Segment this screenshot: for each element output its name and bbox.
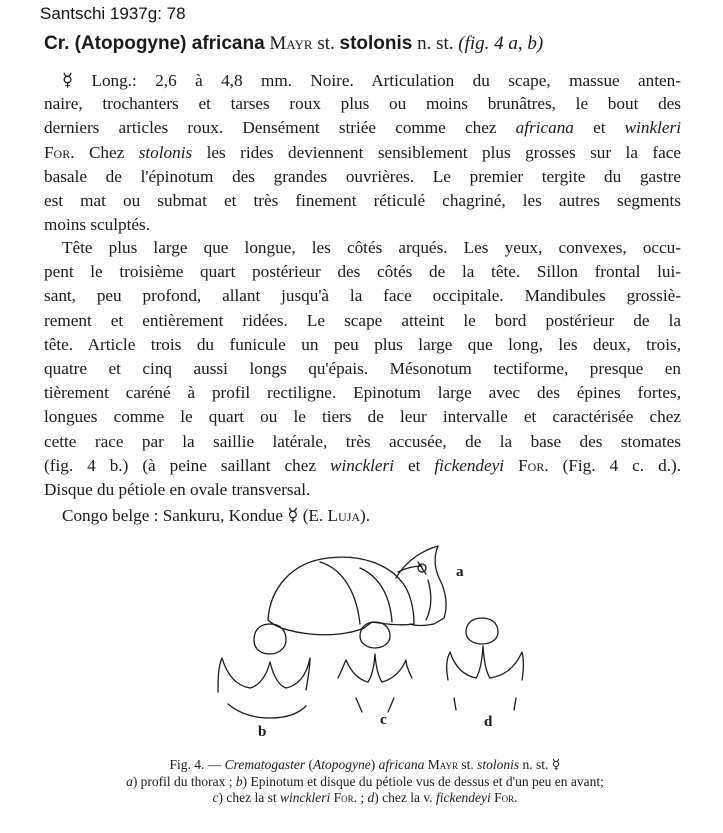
p2-line-10a: (fig. 4 b.) (à peine saillant chez: [44, 455, 331, 475]
caption-b-label: b: [235, 773, 243, 789]
locality-collector-close: ).: [360, 506, 371, 525]
heading-genus: Cr. (Atopogyne) africana: [44, 33, 265, 54]
p2-line-3: sant, peu profond, allant jusqu'à la face occipitale. Mandibules grossiè-: [44, 286, 681, 306]
p1-line-3c: et: [573, 118, 625, 138]
caption-paren-close: ): [370, 757, 379, 772]
p2-line-5: tête. Article trois du funicule un peu plus large que long, les deux, trois,: [44, 334, 681, 354]
caption-author: Mayr: [424, 757, 458, 772]
p2-species-fickendeyi: fickendeyi: [434, 455, 505, 475]
heading-taxon: stolonis: [339, 33, 413, 54]
locality-text: Congo belge : Sankuru, Kondue: [62, 506, 288, 525]
p2-line-2: pent le troisième quart postérieur des côtés de la tête. Sillon frontal lui-: [44, 262, 681, 282]
p2-line-6: quatre et cinq aussi longs qu'épais. Mésonotum tectiforme, presque en: [44, 358, 681, 378]
p1-line-7: moins sculptés.: [44, 215, 150, 235]
locality-collector-open: (E.: [298, 506, 328, 525]
p1-line-6: est mat ou submat et très finement réticulé chagriné, les autres segments: [44, 190, 681, 210]
p1-line-4b: . Chez: [70, 142, 139, 162]
caption-c-author: For: [330, 790, 354, 805]
worker-symbol-2: ☿: [287, 505, 299, 525]
p2-line-1: Tête plus large que longue, les côtés arqués. Les yeux, convexes, occu-: [62, 238, 681, 257]
p2-line-10c: et: [394, 455, 435, 475]
paragraph-locality: [44, 503, 681, 527]
fig-b-epinotum: [218, 624, 310, 718]
fig-d-fickendeyi: [447, 618, 524, 710]
caption-c-sep: . ;: [353, 790, 368, 805]
fig-c-winckleri: [338, 622, 412, 712]
heading-status: n. st.: [412, 33, 459, 54]
paragraph-description: [44, 68, 681, 237]
caption-species: africana: [378, 757, 425, 772]
caption-c-label: c: [212, 790, 219, 805]
caption-c-text: ) chez la st: [218, 790, 280, 805]
fig-label-d: d: [484, 714, 493, 730]
caption-a-text: ) profil du thorax ;: [132, 773, 236, 789]
heading-author: Mayr: [269, 33, 313, 54]
figure-caption: [20, 757, 710, 807]
worker-symbol: ☿: [62, 70, 74, 90]
locality-collector: Luja: [327, 506, 361, 525]
caption-genus: Crematogaster: [224, 757, 306, 772]
caption-c-species: winckleri: [279, 790, 331, 805]
p1-line-1: Long.: 2,6 à 4,8 mm. Noire. Articulation du scape, massue anten-: [91, 71, 681, 90]
fig-a-thorax-profile: [268, 546, 446, 635]
caption-d-text: ) chez la v.: [374, 790, 436, 805]
caption-a-label: a: [126, 773, 133, 789]
caption-fig-number: Fig. 4. —: [169, 757, 225, 772]
figure-4: [210, 528, 540, 748]
caption-b-text: ) Epinotum et disque du pétiole vus de dessus et d'un peu en avant;: [242, 773, 604, 789]
p1-line-5: basale de l'épinotum des grandes ouvrières. Le premier tergite du gastre: [44, 166, 681, 186]
p1-species-stolonis: stolonis: [138, 142, 193, 162]
caption-taxon: stolonis: [477, 757, 520, 772]
fig-label-a: a: [456, 564, 464, 580]
caption-d-author: For: [490, 790, 515, 805]
p2-line-11: Disque du pétiole en ovale transversal.: [44, 479, 311, 499]
p2-species-winckleri: winckleri: [330, 455, 394, 475]
citation: Santschi 1937g: 78: [40, 4, 186, 23]
caption-rank: st.: [457, 757, 478, 772]
caption-d-species: fickendeyi: [435, 790, 491, 805]
caption-paren-open: (: [305, 757, 314, 772]
fig-label-b: b: [258, 724, 267, 740]
fig-label-c: c: [380, 712, 387, 728]
caption-worker-symbol: ☿: [551, 757, 561, 773]
caption-subgenus: Atopogyne: [313, 757, 371, 772]
caption-end: .: [514, 790, 518, 805]
p2-author-for: For: [518, 455, 545, 475]
p1-line-2: naire, trochanters et tarses roux plus ou moins brunâtres, le bout des: [44, 94, 681, 114]
p1-line-3a: derniers articles roux. Densément striée comme chez: [44, 118, 516, 138]
p1-line-4d: les rides deviennent sensiblement plus grosses sur la face: [192, 142, 681, 162]
p2-line-7: tièrement caréné à profil rectiligne. Epinotum large avec des épines fortes,: [44, 383, 681, 403]
p2-line-9: cette race par la saillie latérale, très accusée, de la base des stomates: [44, 431, 681, 451]
paragraph-morphology: [44, 236, 681, 502]
caption-status: n. st.: [519, 757, 552, 772]
caption-d-label: d: [367, 790, 375, 805]
p2-line-4: rement et entièrement ridées. Le scape atteint le bord postérieur de la: [44, 310, 681, 330]
p1-species-africana: africana: [515, 118, 574, 138]
p1-author-for: For: [44, 142, 71, 162]
p2-line-8: longues comme le quart ou le tiers de leur intervalle et caractérisée chez: [44, 407, 681, 427]
heading-rank: st.: [312, 33, 340, 54]
heading-figref: (fig. 4 a, b): [458, 33, 544, 54]
p2-line-10f: . (Fig. 4 c. d.).: [544, 455, 682, 475]
p1-species-winkleri: winkleri: [624, 118, 681, 138]
taxon-heading: [44, 32, 684, 56]
